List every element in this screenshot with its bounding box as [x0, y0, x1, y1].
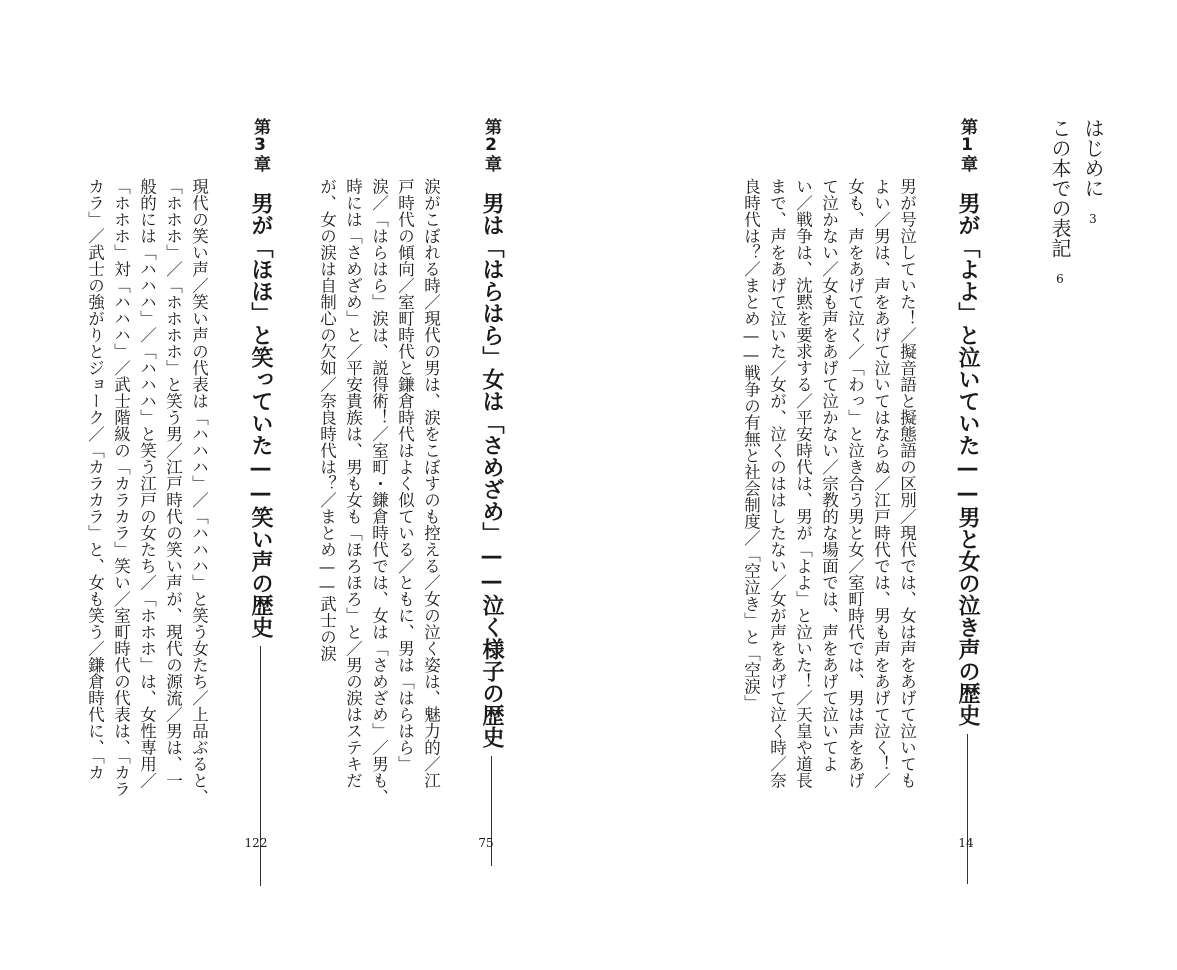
- chapter-1-title[interactable]: [956, 192, 978, 884]
- chapter-3-leader-line: [260, 646, 261, 886]
- chapter-2-line-5: が、女の涙は自制心の欠如／奈良時代は？／まとめ——武士の涙: [317, 178, 337, 662]
- chapter-1-line-6: まで、声をあげて泣いた／女が、泣くのははしたない／女が声をあげて泣く時／奈: [767, 178, 787, 789]
- chapter-2-title[interactable]: [480, 192, 502, 866]
- chapter-3-number: 第3章: [250, 118, 270, 172]
- chapter-1-line-5: い／戦争は、沈黙を要求する／平安時代は、男が「よよ」と泣いた！／天皇や道長: [793, 178, 813, 789]
- chapter-3-page: 122: [244, 836, 268, 850]
- toc-intro-hyouki-title: この本での表記: [1048, 118, 1072, 258]
- chapter-1-page: 14: [958, 836, 974, 850]
- chapter-3-line-5: カラ」／武士の強がりとジョーク／「カラカラ」と、女も笑う／鎌倉時代に、「カ: [85, 178, 105, 781]
- chapter-2-number: 第2章: [481, 118, 501, 172]
- chapter-2-line-4: 時には「さめざめ」と／平安貴族は、男も女も「ほろほろ」と／男の涙はステキだ: [343, 178, 363, 789]
- chapter-2-title-text: 男は「はらはら」女は「さめざめ」——泣く様子の歴史: [479, 192, 504, 748]
- chapter-3-title-text: 男が「ほほ」と笑っていた——笑い声の歴史: [248, 192, 273, 638]
- chapter-1-line-2: よい／男は、声をあげて泣いてはならぬ／江戸時代では、男も声をあげて泣く！／: [871, 178, 891, 789]
- chapter-2-line-2: 戸時代の傾向／室町時代と鎌倉時代はよく似ている／ともに、男は「はらはら」: [395, 178, 415, 772]
- chapter-3-line-1: 現代の笑い声／笑い声の代表は「ハハハ」／「ハハハ」と笑う女たち／上品ぶると、: [189, 178, 209, 805]
- chapter-3-title[interactable]: [249, 192, 271, 886]
- chapter-3-line-4: 「ホホホ」対「ハハハ」／武士階級の「カラカラ」笑い／室町時代の代表は、「カラ: [111, 178, 131, 797]
- chapter-1-title-text: 男が「よよ」と泣いていた——男と女の泣き声の歴史: [955, 192, 980, 726]
- chapter-1-number: 第1章: [957, 118, 977, 172]
- chapter-1-line-4: て泣かない／女も声をあげて泣かない／宗教的な場面では、声をあげて泣いてよ: [819, 178, 839, 772]
- chapter-3-line-2: 「ホホホ」／「ホホホホ」と笑う男／江戸時代の笑い声が、現代の源流／男は、一: [163, 178, 183, 789]
- chapter-1-line-3: 女も、声をあげて泣く／「わっ」と泣き合う男と女／室町時代では、男は声をあげ: [845, 178, 865, 789]
- toc-intro-hyouki[interactable]: [1050, 118, 1070, 286]
- toc-intro-hajimeni[interactable]: [1083, 118, 1103, 226]
- toc-intro-hajimeni-page: 3: [1086, 212, 1100, 226]
- chapter-2-line-3: 涙／「はらはら」涙は、説得術！／室町・鎌倉時代では、女は「さめざめ」／男も、: [369, 178, 389, 805]
- toc-intro-hyouki-page: 6: [1053, 272, 1067, 286]
- chapter-3-line-3: 般的には「ハハハ」／「ハハハ」と笑う江戸の女たち／「ホホホ」は、女性専用／: [137, 178, 157, 789]
- chapter-1-leader-line: [967, 734, 968, 884]
- chapter-1-line-7: 良時代は？／まとめ——戦争の有無と社会制度／「空泣き」と「空涙」: [741, 178, 761, 711]
- toc-intro-hajimeni-title: はじめに: [1081, 118, 1105, 198]
- chapter-2-line-1: 涙がこぼれる時／現代の男は、涙をこぼすのも控える／女の泣く姿は、魅力的／江: [421, 178, 441, 789]
- chapter-2-page: 75: [478, 836, 494, 850]
- chapter-1-line-1: 男が号泣していた！／擬音語と擬態語の区別／現代では、女は声をあげて泣いても: [897, 178, 917, 789]
